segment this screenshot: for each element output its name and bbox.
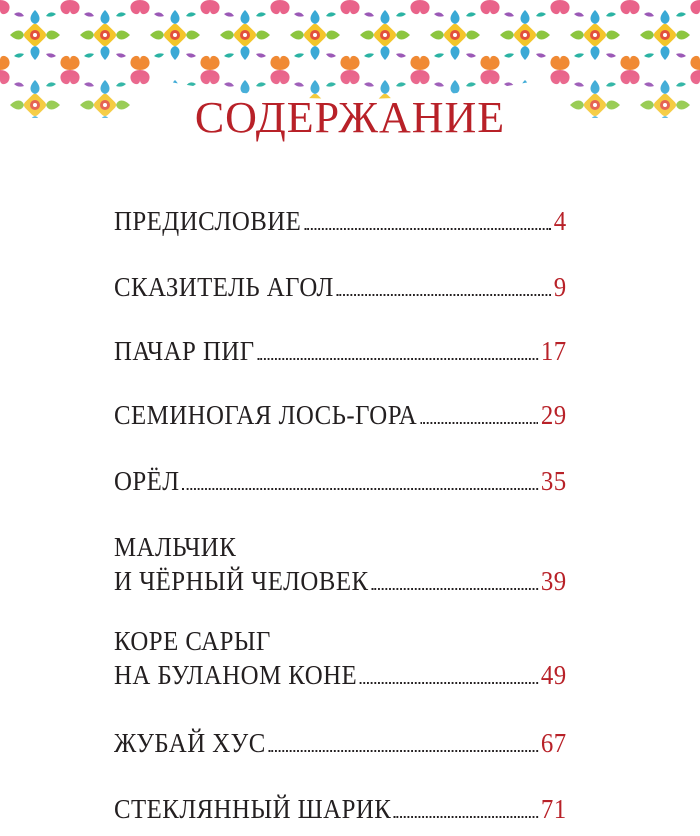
- toc-entry-title: СТЕКЛЯННЫЙ ШАРИК: [114, 794, 392, 824]
- page-title: СОДЕРЖАНИЕ: [194, 93, 506, 142]
- toc-entry-page: 35: [540, 466, 567, 496]
- leader-dots: [269, 750, 539, 752]
- toc-entry-title: ОРЁЛ: [114, 466, 180, 496]
- toc-entry-title: И ЧЁРНЫЙ ЧЕЛОВЕК: [114, 566, 369, 596]
- toc-entry-title: ПАЧАР ПИГ: [114, 336, 255, 366]
- toc-entry-title: СКАЗИТЕЛЬ АГОЛ: [114, 272, 334, 302]
- toc-entry-page: 71: [540, 794, 567, 824]
- toc-entry-page: 4: [553, 206, 567, 236]
- toc-entry-title-line1: КОРЕ САРЫГ: [114, 626, 271, 656]
- toc-entry-page: 39: [540, 566, 567, 596]
- toc-entry-page: 9: [553, 272, 567, 302]
- toc-entry-title: ЖУБАЙ ХУС: [114, 728, 266, 758]
- toc-entry-page: 17: [540, 336, 567, 366]
- toc-entry: [114, 726, 567, 760]
- toc-entry-page: 29: [540, 400, 567, 430]
- toc-entry: [114, 204, 567, 238]
- toc-entry: [114, 530, 567, 598]
- leader-dots: [394, 816, 538, 818]
- leader-dots: [257, 358, 538, 360]
- toc-entry-title: СЕМИНОГАЯ ЛОСЬ-ГОРА: [114, 400, 418, 430]
- toc-entry: [114, 624, 567, 692]
- toc-entry: [114, 334, 567, 368]
- toc-entry-title: ПРЕДИСЛОВИЕ: [114, 206, 302, 236]
- leader-dots: [337, 294, 551, 296]
- toc-entry-page: 49: [540, 660, 567, 690]
- toc-entry: [114, 270, 567, 304]
- toc-entry-title: НА БУЛАНОМ КОНЕ: [114, 660, 358, 690]
- toc-entry: [114, 792, 567, 826]
- leader-dots: [371, 588, 538, 590]
- leader-dots: [304, 228, 551, 230]
- leader-dots: [182, 488, 538, 490]
- toc-entry: [114, 398, 567, 432]
- toc-entry-title-line1: МАЛЬЧИК: [114, 532, 237, 562]
- toc-entry: [114, 464, 567, 498]
- leader-dots: [420, 422, 538, 424]
- leader-dots: [360, 682, 538, 684]
- toc-entry-page: 67: [540, 728, 567, 758]
